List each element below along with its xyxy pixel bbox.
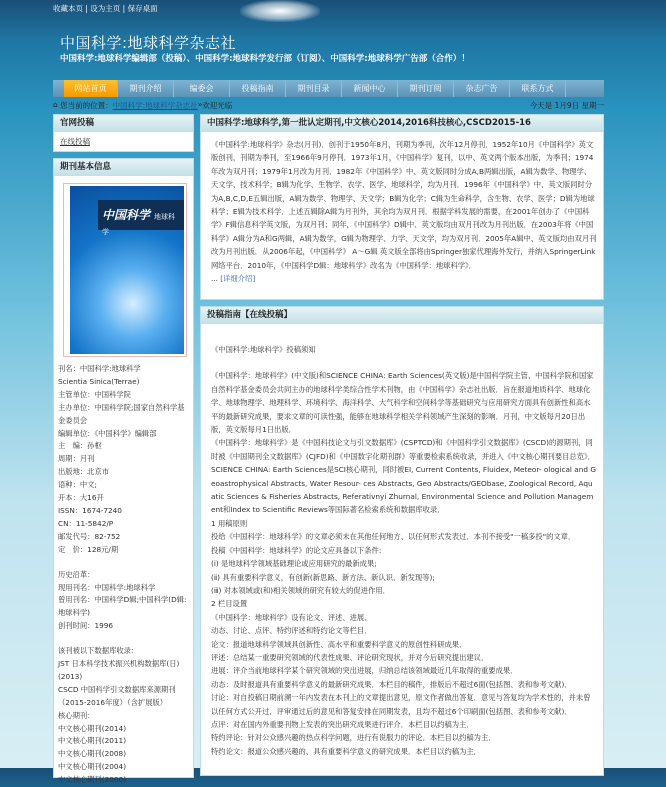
nav-home[interactable]: 网站首页	[64, 80, 118, 97]
nav-subscribe[interactable]: 期刊订阅	[398, 80, 454, 97]
breadcrumb-home-link[interactable]: 中国科学:地球科学杂志社	[112, 101, 198, 110]
database-line: 中文核心期刊(2011)	[58, 736, 127, 746]
database-line: CSCD 中国科学引文数据库来源期刊（2015-2016年度）（含扩展版）	[58, 684, 176, 707]
info-line: 语种：中文;	[58, 480, 97, 490]
database-line: 该刊被以下数据库收录：	[58, 646, 139, 656]
history-line: 创刊时间：1996	[58, 621, 114, 631]
nav-ads[interactable]: 杂志广告	[454, 80, 510, 97]
journal-cover-image	[63, 183, 187, 357]
header-cloud-decoration	[240, 0, 320, 22]
info-line: 刊名：中国科学:地球科学	[58, 364, 141, 373]
breadcrumb-prefix: 您当前的位置：	[60, 101, 113, 110]
breadcrumb-separator: »	[197, 100, 203, 109]
nav-submission-guide[interactable]: 投稿指南	[230, 80, 286, 97]
info-line: 邮发代号：82-752	[58, 531, 121, 541]
nav-news[interactable]: 新闻中心	[342, 80, 398, 97]
info-line: 开本：大16开	[58, 493, 104, 503]
guide-paragraph: 《中国科学：地球科学》(中文版)和SCIENCE CHINA: Earth Sciences(英文版)是中国科学院主管、中国科学院和国家自然科学基金委员会共同主办的地球科学类综合性学术刊物，由《中国科学》杂志社出版．旨在报道地质科学、地球化学、地球物理学、地理科学、环境科学、海洋科学、大气科学和空间科学等基础研究与应用研究方面具有创新性和高水平的最新研究成果，要求文章的可读性强，能够在地球科学相关学科领域产生深刻的影响．月刊，中文版每月20日出版，英文版每月1日出版．	[211, 371, 594, 435]
guide-paragraph: 评述：总结某一重要研究领域的代表性成果、评论研究现状，并对今后研究提出建议．	[211, 652, 489, 662]
journal-info-list	[54, 357, 193, 787]
cover-title: 中国科学	[102, 208, 151, 222]
guide-paragraph: 进展：评介当前地球科学某个研究领域的突出进展，归纳总结该领域最近几年取得的重要成果．	[211, 666, 518, 676]
submission-guide-panel	[200, 306, 604, 776]
guide-paragraph: (ⅲ) 对本领域或(和)相关领域的研究有较大的促进作用．	[211, 585, 390, 595]
ellipsis: ...	[211, 274, 221, 284]
database-line: 核心期刊：	[58, 710, 95, 720]
guide-paragraph: 动态、讨论、点评、特约评述和特约论文等栏目．	[211, 626, 372, 636]
current-date: 今天是 1月9日 星期一	[529, 101, 604, 110]
guide-paragraph: 投稿《中国科学：地球科学》的论文应具备以下条件:	[211, 545, 382, 555]
guide-paragraph: 《中国科学：地球科学》设有论文、评述、进展、	[211, 612, 372, 622]
info-line: CN：11-5842/P	[58, 518, 114, 528]
guide-paragraph: 讨论：对自投稿日期前溯一年内发表在本刊上的文章提出意见，原文作者做出答复．意见与答复均为学术性的，并未曾以任何方式公开过．评审通过后的意见和答复安排在同期发表，且均不超过6个印刷面(包括图、表和参考文献)．	[211, 693, 591, 716]
nav-contact[interactable]: 联系方式	[510, 80, 566, 97]
guide-paragraph: 特约论文：报道公众感兴趣的、具有重要科学意义的研究成果．本栏目以约稿为主．	[211, 746, 481, 756]
submit-panel-title: 官网投稿	[54, 115, 193, 132]
save-desktop-link[interactable]: 保存桌面	[127, 4, 158, 13]
submit-panel	[53, 114, 194, 152]
site-subtitle: 中国科学:地球科学编辑部（投稿）、中国科学:地球科学发行部（订阅）、中国科学:地球科学广告部（合作）！	[60, 54, 470, 64]
guide-paragraph: 特约评论：针对公众感兴趣的热点科学问题，进行有说服力的评论．本栏目以约稿为主．	[211, 733, 496, 743]
guide-paragraph: 投给《中国科学：地球科学》的文章必须未在其他任何地方、以任何形式发表过．本刊不接受"一稿多投"的文章．	[211, 532, 576, 542]
top-links: 收藏本页 | 设为主页 | 保存桌面	[53, 4, 158, 13]
info-line: Scientia Sinica(Terrae)	[58, 376, 140, 386]
breadcrumb	[53, 100, 604, 111]
journal-info-panel	[53, 158, 194, 785]
submission-guide-title: 投稿指南【在线投稿】	[201, 307, 603, 324]
guide-paragraph: 2 栏目设置	[211, 599, 248, 609]
database-line: 中文核心期刊(2000)	[58, 775, 127, 785]
history-line: 现用刊名：中国科学:地球科学	[58, 582, 156, 592]
set-homepage-link[interactable]: 设为主页	[90, 4, 121, 13]
info-line: 周期：月刊	[58, 454, 95, 464]
history-line: 历史沿革：	[58, 569, 95, 579]
guide-paragraph: 点评：对在国内外重要刊物上发表的突出研究成果进行评介．本栏目以约稿为主．	[211, 719, 474, 729]
database-line: 中文核心期刊(2004)	[58, 762, 127, 772]
guide-paragraph: 《中国科学：地球科学》是《中国科技论文与引文数据库》(CSPTCD)和《中国科学引文数据库》(CSCD)的源期刊，同时被《中国期刊全文数据库》(CJFD)和《中国数字化期刊群》等重要检索系统收录，并进入《中文核心期刊要目总览》．	[211, 438, 595, 461]
guide-paragraph: 1 用稿原则	[211, 518, 248, 528]
info-line: 编辑单位：《中国科学》编辑部	[58, 428, 157, 438]
nav-editorial-board[interactable]: 编委会	[174, 80, 230, 97]
nav-catalog[interactable]: 期刊目录	[286, 80, 342, 97]
nav-journal-intro[interactable]: 期刊介绍	[118, 80, 174, 97]
journal-intro-text: 《中国科学:地球科学》杂志(月刊)．创刊于1950年8月，刊期为季刊，次年12月停刊．1952年10月《中国科学》英文版创刊，刊期为季刊，至1966年9月停刊．1973年1月，《中国科学》复刊，以中、英文两个版本出版，为季刊；1974年改为双月刊；1979年1月改为月刊．1982年《中国科学》中、英文版同时分成A,B两辑出版，A辑为数学、物理学、天文学、技术科学；B辑为化学、生物学、农学、医学、地球科学，均为月刊．1996年《中国科学》中、英文版同时分为A,B,C,D,E五辑出版，A辑为数学、物理学、天文学；B辑为化学；C辑为生命科学，含生物、农学、医学；D辑为地球科学；E辑为技术科学．上述五辑除A辑为月刊外，其余均为双月刊．根据学科发展的需要，在2001年创办了《中国科学》F辑信息科学英文版，为双月刊；同年，《中国科学》D辑中、英文版均由双月刊改为月刊出版．在2003年将《中国科学》A辑分为A和G两辑，A辑为数学，G辑为物理学、力学、天文学，均为双月刊．2005年A辑中、英文版均由双月刊改为月刊出版．从2006年起，《中国科学》 A～G辑 英文版全部将由Springer独家代理海外发行，并纳入SpringerLink网络平台．2010年，《中国科学D辑：地球科学》改名为《中国科学：地球科学》．	[211, 140, 597, 270]
home-icon: ⌂	[53, 100, 61, 109]
main-nav	[53, 80, 604, 97]
site-title: 中国科学:地球科学杂志社	[60, 34, 237, 52]
more-details-link[interactable]: [详细介绍]	[220, 274, 256, 284]
breadcrumb-current: 欢迎光临	[202, 101, 233, 110]
info-line: ISSN：1674-7240	[58, 505, 122, 515]
info-line: 主 编：孙枢	[58, 441, 102, 451]
info-line: 出版地：北京市	[58, 467, 110, 477]
journal-intro-title: 中国科学:地球科学,第一批认定期刊,中文核心2014,2016科技核心,CSCD2015-16	[201, 115, 603, 132]
guide-heading: 《中国科学:地球科学》投稿须知	[211, 345, 316, 354]
database-line: 中文核心期刊(2014)	[58, 723, 127, 733]
journal-info-title: 期刊基本信息	[54, 159, 193, 176]
guide-paragraph: 动态：及时报道具有重要科学意义的最新研究成果．本栏目的稿件，排版后不超过6面(包括图、表和参考文献)．	[211, 679, 572, 689]
info-line: 主管单位：中国科学院	[58, 389, 131, 399]
database-line: JST 日本科学技术振兴机构数据库(日)(2013)	[58, 659, 180, 681]
guide-paragraph: (ⅰ) 是地球科学领域基础理论或应用研究的最新成果;	[211, 559, 377, 569]
history-line: 曾用刊名：中国科学D辑;中国科学(D辑:地球科学)	[58, 595, 187, 618]
info-line: 主办单位：中国科学院;国家自然科学基金委员会	[58, 402, 185, 425]
online-submit-link[interactable]: 在线投稿	[60, 137, 90, 146]
info-line: 定 价：128元/期	[58, 544, 119, 554]
guide-paragraph: 论文：报道地球科学领域具创新性、高水平和重要科学意义的原创性科研成果．	[211, 639, 467, 649]
guide-paragraph: SCIENCE CHINA: Earth Sciences是SCI核心期刊，同时被EI, Current Contents, Fluidex, Meteor- ological and Geoastrophysical Abstracts, Water Resour- ces Abstracts, Geo Abstracts/GEObase, Zoological Record, Aquatic Sciences & Fisheries Abstracts, Referativnyi Zhurnal, Environmental Science and Pollution Management和Index to Scientific Reviews等国际著名检索系统和数据库收录．	[211, 465, 596, 515]
database-line: 中文核心期刊(2008)	[58, 749, 127, 759]
journal-intro-panel	[200, 114, 604, 300]
bookmark-link[interactable]: 收藏本页	[53, 4, 83, 13]
guide-paragraph: (ⅱ) 具有重要科学意义，有创新(新思路、新方法、新认识、新发现等);	[211, 572, 435, 582]
cover-subtitle: 地球科学	[102, 213, 176, 236]
